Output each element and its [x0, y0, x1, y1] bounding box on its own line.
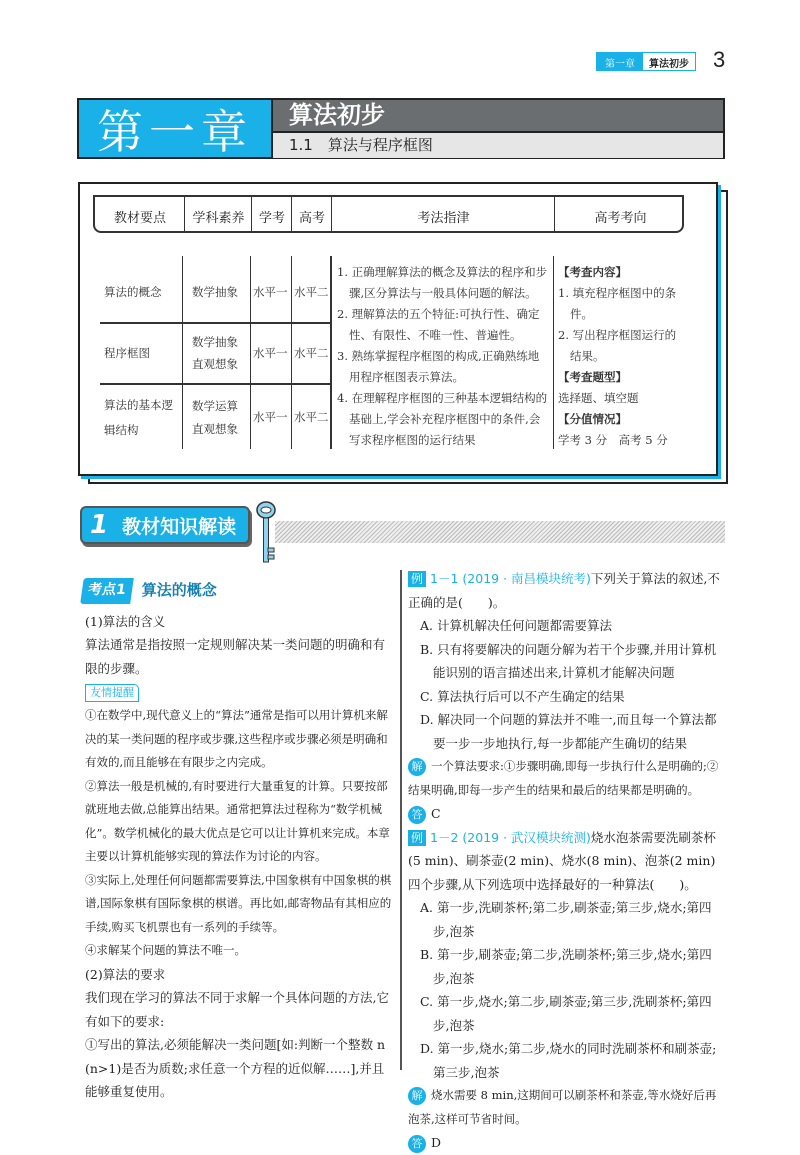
key-icon — [255, 500, 277, 566]
example-2 — [408, 826, 726, 1155]
example-source: (2019 · 南昌模块统考) — [462, 571, 591, 586]
direction-type: 选择题、填空题 — [558, 391, 639, 405]
divider — [182, 256, 183, 449]
direction-item: 1. 填充程序框图中的条件。 — [558, 286, 677, 321]
row-literacy: 直观想象 — [192, 357, 238, 371]
solution-icon: 解 — [408, 1087, 426, 1105]
kaodian-tag: 考点1 — [80, 578, 133, 604]
column-divider — [400, 570, 402, 1070]
section-number: 1 — [90, 510, 109, 540]
answer-icon: 答 — [408, 1135, 426, 1153]
direction-score: 学考 3 分 高考 5 分 — [558, 433, 668, 447]
option: C. 第一步,烧水;第二步,刷茶壶;第三步,洗刷茶杯;第四步,泡茶 — [420, 994, 712, 1033]
option: B. 只有将要解决的问题分解为若干个步骤,并用计算机能识别的语言描述出来,计算机才能解决问题 — [420, 641, 717, 680]
option: A. 计算机解决任何问题都需要算法 — [420, 618, 612, 633]
section-title: 1.1 算法与程序框图 — [273, 131, 723, 158]
running-header-title: 算法初步 — [643, 53, 695, 70]
example-1 — [408, 567, 726, 826]
row-xuekao: 水平一 — [253, 410, 288, 424]
row-xuekao: 水平一 — [253, 346, 288, 360]
solution-text: 烧水需要 8 min,这期间可以刷茶杯和茶壶,等水烧好后再泡茶,这样可节省时间。 — [408, 1088, 717, 1126]
chapter-number: 第一章 — [79, 100, 273, 157]
left-column — [82, 578, 392, 1104]
divider — [250, 256, 251, 449]
paragraph: ①写出的算法,必须能解决一类问题[如:判断一个整数 n (n>1)是否为质数;求任意一个方程的近似解……],并且能够重复使用。 — [85, 1037, 386, 1099]
answer-text: C — [431, 806, 441, 821]
running-header-chapter: 第一章 — [597, 53, 643, 70]
direction-heading: 【分值情况】 — [558, 412, 627, 426]
divider — [330, 256, 332, 449]
paragraph: 我们现在学习的算法不同于求解一个具体问题的方法,它有如下的要求: — [85, 990, 389, 1029]
row-divider — [100, 322, 330, 324]
row-point: 算法的概念 — [104, 285, 162, 299]
example-stem: 烧水泡茶需要洗刷茶杯(5 min)、刷茶壶(2 min)、烧水(8 min)、泡茶(2 min)四个步骤,从下列选项中选择最好的一种算法( )。 — [408, 829, 716, 892]
section-heading — [80, 506, 250, 544]
direction-heading: 【考查内容】 — [558, 265, 627, 279]
row-literacy: 数学抽象 — [192, 335, 238, 349]
header-point: 教材要点 — [113, 211, 166, 226]
kaodian-heading — [82, 578, 392, 604]
divider — [291, 256, 292, 449]
guidance-item: 2. 理解算法的五个特征:可执行性、确定性、有限性、不唯一性、普遍性。 — [337, 307, 540, 342]
exam-guidance — [337, 262, 549, 451]
header-direction: 高考考向 — [594, 211, 647, 226]
row-literacy: 数学抽象 — [192, 285, 238, 299]
row-gaokao: 水平二 — [294, 410, 329, 424]
row-literacy: 直观想象 — [192, 422, 238, 436]
running-header — [596, 52, 696, 71]
hatched-stripe — [275, 521, 725, 543]
subheading: (1)算法的含义 — [85, 613, 166, 629]
section-heading-title: 教材知识解读 — [122, 515, 237, 538]
guidance-item: 4. 在理解程序框图的三种基本逻辑结构的基础上,学会补充程序框图中的条件,会写求程序框图的运行结果 — [337, 391, 548, 447]
example-source: (2019 · 武汉模块统测) — [462, 829, 591, 845]
example-label: 例 — [408, 571, 426, 587]
direction-item: 2. 写出程序框图运行的结果。 — [558, 328, 677, 363]
header-literacy: 学科素养 — [192, 211, 245, 226]
tip-item: ①在数学中,现代意义上的“算法”通常是指可以用计算机来解决的某一类问题的程序或步骤,这些程序或步骤必须是明确和有效的,而且能够在有限步之内完成。 — [85, 708, 388, 769]
header-xuekao: 学考 — [258, 211, 285, 226]
paragraph: 算法通常是指按照一定规则解决某一类问题的明确和有限的步骤。 — [85, 637, 386, 676]
row-gaokao: 水平二 — [294, 346, 329, 360]
divider — [553, 256, 554, 449]
chapter-banner — [77, 98, 725, 159]
kaodian-title: 算法的概念 — [141, 581, 217, 599]
guidance-item: 3. 熟练掌握程序框图的构成,正确熟练地用程序框图表示算法。 — [337, 349, 540, 384]
page-number: 3 — [713, 47, 726, 72]
example-label: 例 — [408, 830, 426, 846]
example-id: 1－2 — [430, 829, 459, 845]
option: A. 第一步,洗刷茶杯;第二步,刷茶壶;第三步,烧水;第四步,泡茶 — [420, 900, 712, 939]
direction-heading: 【考查题型】 — [558, 370, 627, 384]
tip-label: 友情提醒 — [85, 684, 139, 702]
option: D. 第一步,烧水;第二步,烧水的同时洗刷茶杯和刷茶壶;第三步,泡茶 — [420, 1041, 717, 1080]
row-gaokao: 水平二 — [294, 285, 329, 299]
solution-text: 一个算法要求:①步骤明确,即每一步执行什么是明确的;②结果明确,即每一步产生的结果和最后的结果都是明确的。 — [408, 759, 719, 797]
exam-direction — [558, 262, 683, 451]
tip-item: ②算法一般是机械的,有时要进行大量重复的计算。只要按部就班地去做,总能算出结果。通常把算法过程称为“数学机械化”。数学机械化的最大优点是它可以让计算机来完成。本章主要以计算机能够实现的算法作为讨论的内容。 — [85, 778, 390, 863]
example-stem: 下列关于算法的叙述,不正确的是( )。 — [408, 571, 720, 610]
guidance-item: 1. 正确理解算法的概念及算法的程序和步骤,区分算法与一般具体问题的解法。 — [337, 265, 548, 300]
row-xuekao: 水平一 — [253, 285, 288, 299]
table-header — [93, 195, 684, 233]
chapter-title: 算法初步 — [273, 100, 723, 131]
option: C. 算法执行后可以不产生确定的结果 — [420, 688, 625, 704]
tip-item: ④求解某个问题的算法不唯一。 — [85, 943, 246, 957]
answer-icon: 答 — [408, 806, 426, 824]
row-point: 算法的基本逻辑结构 — [104, 398, 173, 437]
answer-text: D — [431, 1135, 442, 1150]
option: D. 解决同一个问题的算法并不唯一,而且每一个算法都要一步一步地执行,每一步都能产生确切的结果 — [420, 712, 717, 751]
subheading: (2)算法的要求 — [85, 966, 166, 982]
row-literacy: 数学运算 — [192, 399, 238, 413]
row-divider — [100, 383, 330, 385]
row-point: 程序框图 — [104, 346, 150, 360]
right-column — [408, 567, 726, 1155]
option: B. 第一步,刷茶壶;第二步,洗刷茶杯;第三步,烧水;第四步,泡茶 — [420, 947, 712, 986]
header-guidance: 考法指津 — [417, 211, 470, 226]
header-gaokao: 高考 — [298, 211, 325, 226]
example-id: 1－1 — [430, 571, 459, 586]
solution-icon: 解 — [408, 758, 426, 776]
tip-item: ③实际上,处理任何问题都需要算法,中国象棋有中国象棋的棋谱,国际象棋有国际象棋的棋谱。再比如,邮寄物品有其相应的手续,购买飞机票也有一系列的手续等。 — [85, 872, 392, 934]
